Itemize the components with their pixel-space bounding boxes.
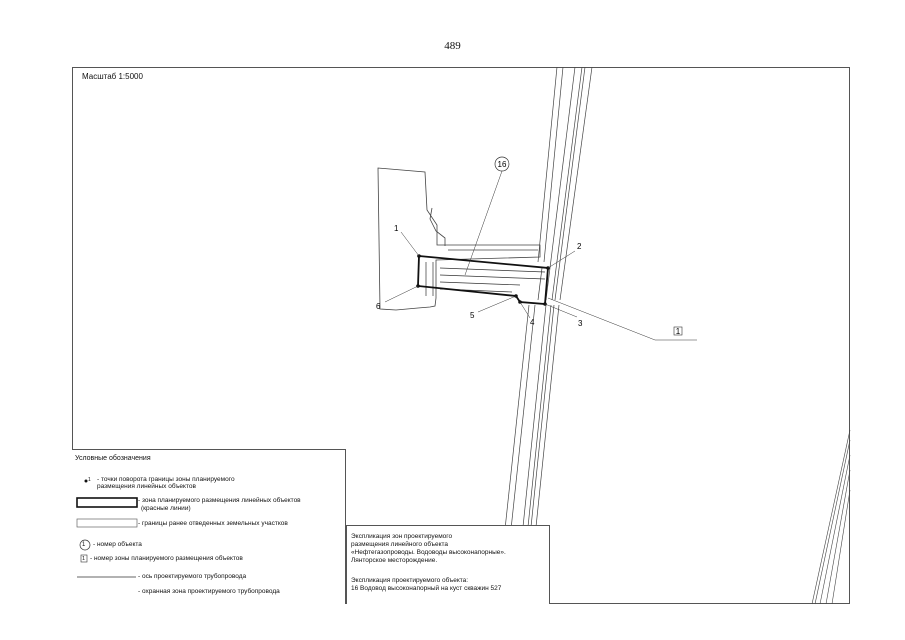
corner-line-1 bbox=[812, 430, 850, 604]
legend-object-symbol: 1 bbox=[82, 542, 86, 548]
point-labels bbox=[376, 224, 583, 328]
leader-object bbox=[465, 171, 502, 275]
legend-item-1-line2: размещения линейных объектов bbox=[97, 483, 196, 490]
legend bbox=[72, 449, 346, 604]
road-line-3 bbox=[546, 67, 575, 300]
plot-boundary bbox=[378, 168, 540, 310]
turn-point-label-3: 3 bbox=[578, 319, 583, 328]
legend-item-6: - ось проектируемого трубопровода bbox=[138, 573, 247, 580]
legend-item-5: - номер зоны планируемого размещения объектов bbox=[90, 555, 243, 562]
explication-line-2: размещения линейного объекта bbox=[351, 541, 449, 548]
leader-6 bbox=[385, 286, 418, 302]
legend-zone-number-symbol: 1 bbox=[82, 556, 86, 562]
road-line-6 bbox=[560, 67, 592, 300]
turn-point-label-2: 2 bbox=[577, 242, 582, 251]
legend-item-2-line2: (красные линии) bbox=[141, 505, 191, 512]
leader-1 bbox=[401, 232, 419, 256]
legend-item-4: - номер объекта bbox=[93, 541, 142, 548]
road-corridor bbox=[497, 67, 592, 604]
legend-item-7: - охранная зона проектируемого трубопровода bbox=[138, 588, 280, 595]
corner-lines bbox=[812, 430, 850, 604]
corner-line-5 bbox=[832, 490, 850, 604]
object-marker-label: 16 bbox=[497, 160, 507, 169]
road-line-2 bbox=[544, 67, 563, 262]
turn-point-label-5: 5 bbox=[470, 311, 475, 320]
explication-line-1: Экспликация зон проектируемого bbox=[351, 533, 453, 540]
corner-line-3 bbox=[820, 455, 850, 604]
explication-line-6: 16 Водовод высоконапорный на куст скважин 527 bbox=[351, 585, 502, 592]
point-leaders bbox=[385, 171, 697, 340]
land-plot bbox=[378, 168, 540, 310]
explication-table bbox=[346, 525, 550, 604]
legend-item-3: - границы ранее отведенных земельных участков bbox=[138, 520, 288, 527]
zone-marker-label: 1 bbox=[675, 327, 681, 336]
legend-title: Условные обозначения bbox=[75, 455, 151, 462]
explication-line-4: Лянторское месторождение. bbox=[351, 557, 438, 564]
corridor-line-7 bbox=[538, 268, 542, 300]
page-number: 489 bbox=[444, 40, 461, 52]
plot-inner-line bbox=[430, 208, 445, 246]
legend-item-2-line1: - зона планируемого размещения линейных объектов bbox=[138, 497, 301, 504]
explication-line-3: «Нефтегазопроводы. Водоводы высоконапорные». bbox=[351, 549, 506, 556]
leader-5 bbox=[478, 296, 516, 312]
turn-point-label-6: 6 bbox=[376, 302, 381, 311]
road-line-4 bbox=[552, 67, 582, 300]
corridor-line-2 bbox=[440, 275, 545, 279]
turn-point-label-1: 1 bbox=[394, 224, 399, 233]
legend-point-number: 1 bbox=[88, 477, 91, 483]
legend-zone-icon bbox=[77, 498, 137, 507]
scale-label: Масштаб 1:5000 bbox=[82, 72, 143, 81]
legend-item-1-line1: - точки поворота границы зоны планируемого bbox=[97, 476, 235, 483]
turn-point-label-4: 4 bbox=[530, 318, 535, 327]
pipeline-corridor bbox=[426, 262, 545, 300]
corridor-line-3 bbox=[440, 282, 520, 285]
corridor-line-1 bbox=[440, 268, 545, 272]
explication-line-5: Экспликация проектируемого объекта: bbox=[351, 577, 469, 584]
planned-zone-boundary bbox=[418, 256, 548, 304]
legend-plot-icon bbox=[77, 519, 137, 527]
